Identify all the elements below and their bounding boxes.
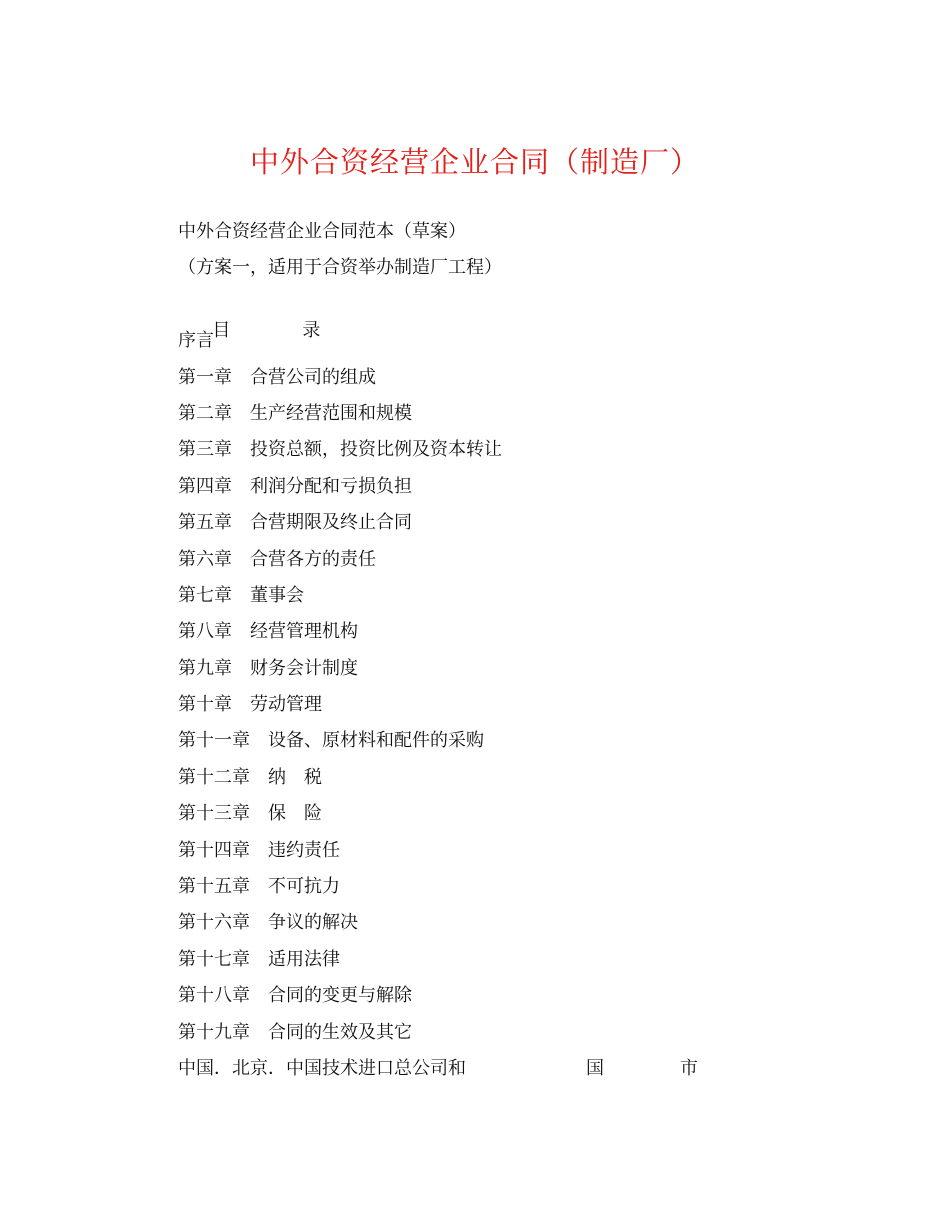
chapter-number: 第四章: [178, 475, 232, 497]
chapter-number: 第六章: [178, 548, 232, 570]
chapter-title: 利润分配和亏损负担: [250, 475, 412, 497]
toc-heading-part-1: 目: [212, 319, 231, 341]
chapter-number: 第五章: [178, 512, 232, 534]
party-text: 中国．北京．中国技术进口总公司和: [178, 1057, 466, 1079]
toc-chapter-13: [178, 801, 878, 837]
chapter-number: 第十一章: [178, 730, 250, 752]
party-line: [178, 1056, 878, 1092]
toc-chapter-11: [178, 728, 878, 764]
toc-chapter-1: [178, 365, 878, 401]
toc-chapter-5: [178, 510, 878, 546]
chapter-title: 董事会: [250, 584, 304, 606]
scheme-note: （方案一，适用于合资举办制造厂工程）: [178, 257, 502, 279]
chapter-number: 第七章: [178, 584, 232, 606]
chapter-number: 第三章: [178, 439, 232, 461]
chapter-number: 第十章: [178, 694, 232, 716]
chapter-number: 第十三章: [178, 803, 250, 825]
toc-chapter-10: [178, 692, 878, 728]
chapter-title: 经营管理机构: [250, 621, 358, 643]
chapter-number: 第一章: [178, 366, 232, 388]
document-title: 中外合资经营企业合同（制造厂）: [249, 145, 700, 179]
toc-chapter-3: [178, 437, 878, 473]
chapter-title: 适用法律: [268, 948, 340, 970]
toc-chapter-9: [178, 656, 878, 692]
chapter-title: 劳动管理: [250, 694, 322, 716]
chapter-number: 第二章: [178, 402, 232, 424]
chapter-number: 第九章: [178, 657, 232, 679]
subtitle: 中外合资经营企业合同范本（草案）: [178, 221, 466, 242]
chapter-title: 纳 税: [268, 766, 322, 788]
toc-chapter-19: [178, 1020, 878, 1056]
chapter-number: 第十四章: [178, 839, 250, 861]
document-body: [178, 219, 878, 1092]
chapter-number: 第八章: [178, 621, 232, 643]
toc-chapter-2: [178, 401, 878, 437]
chapter-title: 争议的解决: [268, 912, 358, 934]
chapter-title: 合同的变更与解除: [268, 985, 412, 1007]
toc-heading-part-2: 录: [302, 319, 321, 341]
toc-chapter-8: [178, 619, 878, 655]
chapter-number: 第十七章: [178, 948, 250, 970]
chapter-title: 合营公司的组成: [250, 366, 376, 388]
chapter-title: 设备、原材料和配件的采购: [268, 730, 484, 752]
toc-chapter-12: [178, 765, 878, 801]
toc-chapter-17: [178, 947, 878, 983]
chapter-title: 合营各方的责任: [250, 548, 376, 570]
toc-chapter-16: [178, 910, 878, 946]
country-blank: 国: [586, 1057, 604, 1079]
toc-chapter-7: [178, 583, 878, 619]
toc-chapter-4: [178, 474, 878, 510]
chapter-number: 第十九章: [178, 1021, 250, 1043]
chapter-number: 第十八章: [178, 985, 250, 1007]
toc-preface: 序言: [178, 330, 214, 352]
toc-chapter-18: [178, 983, 878, 1019]
chapter-title: 保 险: [268, 803, 322, 825]
chapter-title: 生产经营范围和规模: [250, 402, 412, 424]
chapter-number: 第十六章: [178, 912, 250, 934]
toc-chapter-14: [178, 838, 878, 874]
chapter-number: 第十二章: [178, 766, 250, 788]
toc-chapter-6: [178, 547, 878, 583]
chapter-title: 投资总额，投资比例及资本转让: [250, 439, 502, 461]
city-blank: 市: [680, 1057, 698, 1079]
chapter-title: 财务会计制度: [250, 657, 358, 679]
chapter-title: 违约责任: [268, 839, 340, 861]
chapter-number: 第十五章: [178, 876, 250, 898]
chapter-title: 合营期限及终止合同: [250, 512, 412, 534]
chapter-title: 不可抗力: [268, 876, 340, 898]
toc-chapter-15: [178, 874, 878, 910]
chapter-title: 合同的生效及其它: [268, 1021, 412, 1043]
